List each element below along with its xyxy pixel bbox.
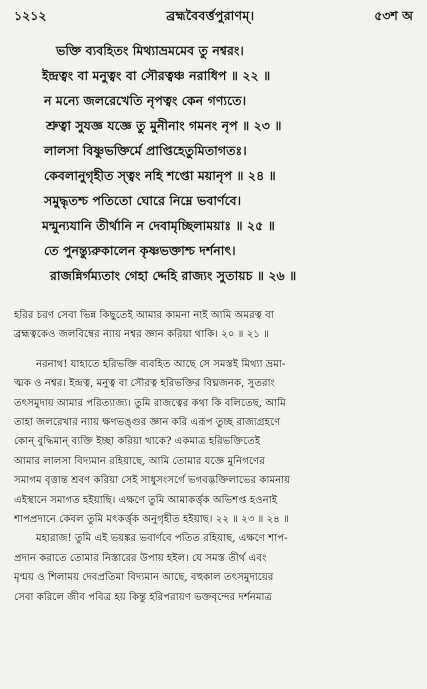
commentary-line: কোন্ বুদ্ধিমান্ ব্যক্তি ইচ্ছা করিয়া থাকে? একমাত্র হরিভক্তিতেই — [14, 436, 261, 448]
verse-line: ন মন্যে জলরেখেতি নৃপত্বং কেন গণ্যতে। — [44, 93, 247, 108]
verse-line: শ্রুত্বা সুযজ্ঞ যজ্ঞে তু মুনীনাং গমনং নৃপ ॥ ২৩ ॥ — [46, 118, 282, 133]
page-number: ১২১২ — [14, 8, 47, 23]
paragraph-gap — [14, 345, 413, 355]
verse-line: মন্মুন্যযানি তীর্থানি ন দেবামৃচ্ছিলাময়াঃ ॥ ২৫ ॥ — [42, 218, 275, 233]
commentary-line: নরনাথ! যাহাতে হরিভক্তি ব্যবহিত আছে সে সমস্তই মিথ্যা ভ্রমা- — [36, 358, 286, 370]
verse-line: কেবলানুগৃহীত স্ত্বং নহি শপ্তো ময়ানৃপ ॥ ২৪ ॥ — [44, 168, 276, 183]
bengali-commentary — [14, 306, 413, 607]
commentary-line: হরির চরণ সেবা ভিন্ন কিছুতেই আমার কামনা নাই আমি অমরত্ব বা — [14, 310, 274, 321]
commentary-line: আমার লালসা বিদ্যমান রহিয়াছে, আমি তোমার যজ্ঞে মুনিগণের — [14, 455, 265, 467]
chapter-label: ৫৩শ অ — [374, 8, 413, 23]
commentary-line: মহারাজ! তুমি এই ভয়ঙ্কর ভবার্ণবে পতিত রহিয়াছ, এক্ষণে শাপ- — [36, 533, 288, 545]
page-header — [14, 8, 413, 30]
verse-line: লালসা বিষ্ণুভক্তির্মে প্রাপ্তিহেতুমিতাগতঃ। — [44, 143, 247, 158]
commentary-line: মৃণ্ময় ও শিলাময় দেবপ্রতিমা বিদ্যমান আছে, বহুকাল তৎসমুদায়ের — [14, 572, 274, 584]
commentary-line: প্রদান করাতে তোমার নিস্তারের উপায় হইল। যে সমস্ত তীর্থ এবং — [14, 552, 267, 564]
commentary-line: এইস্থানে সমাগত হইয়াছি। এক্ষণে তুমি আমাকর্ত্তৃক অভিশপ্ত হওনাই — [14, 494, 278, 506]
verse-line: তে পুনন্ত্যুরুকালেন কৃষ্ণভক্তাশ্চ দর্শনাৎ। — [44, 243, 236, 258]
commentary-line: তাহা জলরেখার ন্যায় ক্ষণভঙ্গুর জ্ঞান করি এরূপ তুচ্ছ রাজ্যগ্রহণে — [14, 417, 281, 429]
verse-line: ইন্দ্রত্বং বা মনুত্বং বা সৌরত্বঞ্চ নরাধিপ ॥ ২২ ॥ — [42, 68, 271, 83]
verse-line: ভক্তি ব্যবহিতং মিথ্যাভ্রমমেব তু নশ্বরং। — [56, 43, 244, 58]
commentary-line: শাপপ্রদানে কেবল তুমি মৎকর্ত্তৃক অনুগৃহীত হইয়াছ। ২২ ॥ ২৩ ॥ ২৪ ॥ — [14, 514, 289, 526]
verse-line: রাজন্নির্গম্যতাং গেহা দ্দেহি রাজ্যং সুতায়চ ॥ ২৬ ॥ — [50, 268, 297, 283]
book-title: ব্রহ্মবৈবর্ত্তপুরাণম্। — [166, 8, 255, 23]
commentary-line: তৎসমুদায় আমার পরিত্যাজ্য। তুমি রাজত্বের কথা কি বলিতেছ, আমি — [14, 397, 286, 409]
commentary-line: ত্মক ও নশ্বর। ইন্দ্রত্ব, মনুত্ব বা সৌরত্ব হরিভক্তির বিঘ্নজনক, সুতরাং — [14, 378, 275, 390]
verse-line: সমুদ্ধৃতশ্চ পতিতো ঘোরে নিম্নে ভবার্ণবে। — [44, 193, 242, 208]
commentary-line: ব্রহ্মত্বকেও জলবিম্বের ন্যায় নশ্বর জ্ঞান করিয়া থাকি। ২০ ॥ ২১ ॥ — [14, 329, 269, 341]
commentary-line: সেবা করিলে জীব পবিত্র হয় কিন্তু হরিপরায়ণ ভক্তবৃন্দের দর্শনমাত্র — [14, 591, 272, 603]
sanskrit-verses — [14, 38, 413, 288]
commentary-line: সমাগম বৃত্তান্ত শ্রবণ করিয়া সেই সাধুসংসর্গে ভগবদ্ভক্তিলাভের কামনায় — [14, 475, 291, 487]
